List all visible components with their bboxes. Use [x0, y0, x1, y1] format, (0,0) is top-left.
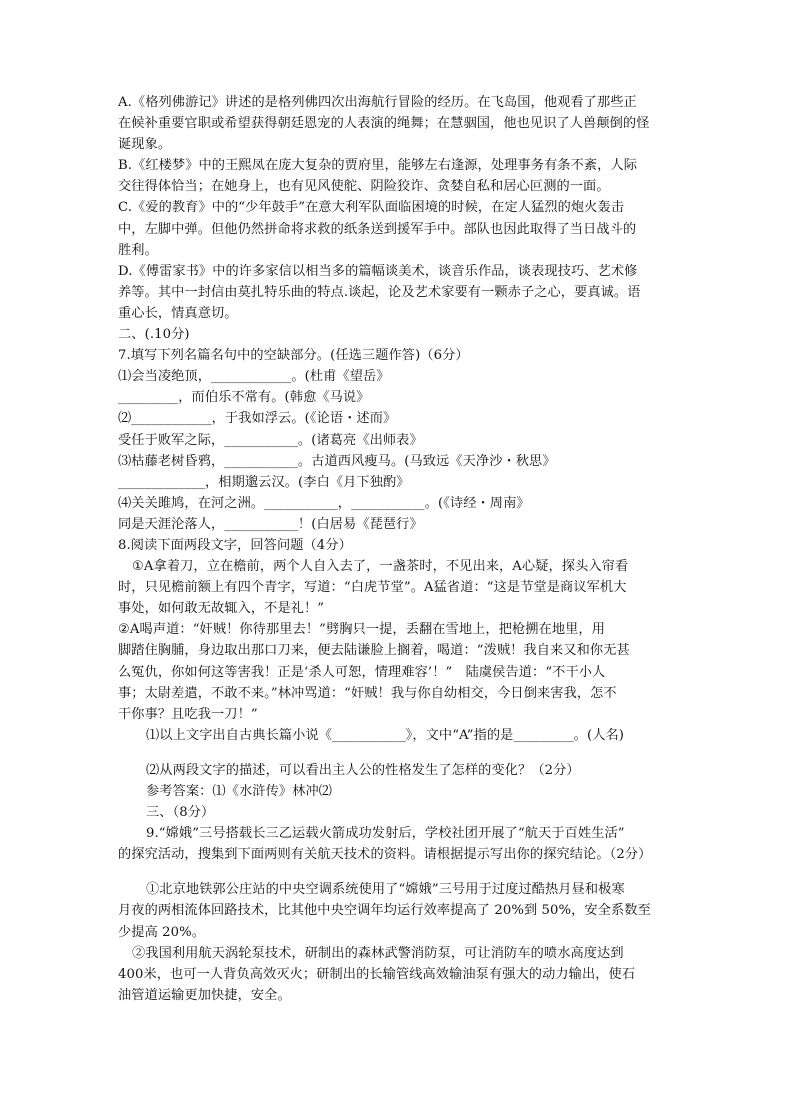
answer-line: 参考答案：⑴《水浒传》林冲⑵ [146, 784, 333, 799]
fill-blank-line: _________，而伯乐不常有。(韩愈《马说》 [118, 390, 370, 406]
document-page [118, 92, 688, 1006]
fill-blank-line: ⑴会当凌绝顶，____________。(杜甫《望岳》 [118, 369, 390, 385]
text-line: 交往得体恰当；在她身上，也有见风使舵、阴险狡诈、贪婪自私和居心叵测的一面。 [118, 179, 610, 195]
material-line: 400米，也可一人背负高效灭火；研制出的长输管线高效输油泵有强大的动力输出，使石 [118, 966, 636, 982]
text-line: B.《红楼梦》中的王熙凤在庞大复杂的贾府里，能够左右逢源，处理事务有条不紊，人际 [118, 158, 638, 174]
text-line: 养等。其中一封信由莫扎特乐曲的特点.谈起，论及艺术家要有一颗赤子之心，要真诚。语 [118, 284, 641, 300]
text-line: A.《格列佛游记》讲述的是格列佛四次出海航行冒险的经历。在飞岛国，他观看了那些正 [118, 95, 637, 110]
text-line: C.《爱的教育》中的“少年鼓手”在意大利军队面临困境的时候，在定人猛烈的炮火轰击 [118, 200, 625, 216]
fill-blank-line: 同是天涯沦落人，___________！(白居易《琵琶行》 [118, 516, 423, 532]
fill-blank-line: ⑵____________，于我如浮云。(《论语・述而》 [118, 411, 397, 427]
section-heading: 三、（8分） [146, 805, 215, 821]
material-line: 月夜的两相流体回路技术，比其他中央空调年均运行效率提高了 20%到 50%，安全系数至 [118, 903, 651, 919]
passage-line: ②A喝声道：“奸贼！你待那里去！”劈胸只一提，丢翻在雪地上，把枪搠在地里，用 [118, 622, 606, 638]
fill-blank-line: 受任于败军之际，___________。(诸葛亮《出师表》 [118, 432, 423, 448]
fill-blank-line: _____________，相期邈云汉。(李白《月下独酌》 [118, 474, 410, 490]
text-line: 诞现象。 [118, 137, 172, 153]
fill-blank-line: ⑷关关雎鸠，在河之洲。___________，___________。(《诗经・周南》 [118, 495, 530, 511]
question-9-title: 9.“嫦娥”三号搭载长三乙运载火箭成功发射后，学校社团开展了“航天于百姓生活” [146, 826, 625, 842]
question-9-title: 的探究活动，搜集到下面两则有关航天技术的资料。请根据提示写出你的探究结论。（2分） [118, 847, 652, 863]
passage-line: 事处，如何敢无故辄入，不是礼！” [118, 601, 325, 617]
passage-line: 么冤仇，你如何这等害我！正是‘杀人可恕，情理难容’！” 陆虞侯告道：“不干小人 [118, 664, 606, 680]
question-7-title: 7.填写下列名篇名句中的空缺部分。(任选三题作答)（6分） [118, 348, 469, 364]
text-line: 重心长，情真意切。 [118, 305, 238, 321]
text-line: D.《傅雷家书》中的许多家信以相当多的篇幅谈美术，谈音乐作品，谈表现技巧、艺术修 [118, 263, 638, 279]
material-line: ①北京地铁郭公庄站的中央空调系统使用了“嫦娥”三号用于过度过酷热月昼和极寒 [146, 882, 625, 898]
sub-question: ⑴以上文字出自古典长篇小说《___________》，文中“A”指的是_________。(人名) [146, 727, 625, 743]
material-line: 油管道运输更加快捷，安全。 [118, 987, 291, 1003]
passage-line: 脚踏住胸脯，身边取出那口刀来，便去陆谦脸上搁着，喝道：“泼贼！我自来又和你无甚 [118, 643, 630, 659]
passage-line: 干你事？且吃我一刀！” [118, 706, 258, 722]
passage-line: 时，只见檐前额上有四个青字，写道：“白虎节堂”。A猛省道：“这是节堂是商议军机大 [118, 580, 627, 596]
passage-line: 事；太尉差遣，不敢不来。”林冲骂道：“奸贼！我与你自幼相交，今日倒来害我，怎不 [118, 685, 617, 701]
text-line: 中，左脚中弹。但他仍然拼命将求救的纸条送到援军手中。部队也因此取得了当日战斗的 [118, 221, 637, 237]
text-line: 在候补重要官职或希望获得朝廷恩宠的人表演的绳舞；在慧骃国，他也见识了人兽颠倒的怪 [118, 116, 650, 132]
passage-line: ①A拿着刀，立在檐前，两个人自入去了，一盏茶时，不见出来，A心疑，探头入帘看 [132, 559, 629, 575]
question-8-title: 8.阅读下面两段文字，回答问题（4分） [118, 537, 352, 553]
section-heading: 二、(.10分) [118, 327, 190, 343]
material-line: ②我国利用航天涡轮泵技术，研制出的森林武警消防泵，可让消防车的喷水高度达到 [132, 945, 624, 961]
sub-question: ⑵从两段文字的描述，可以看出主人公的性格发生了怎样的变化？（2分） [146, 762, 580, 778]
text-line: 胜利。 [118, 242, 158, 258]
material-line: 少提高 20%。 [118, 924, 206, 940]
fill-blank-line: ⑶枯藤老树昏鸦，___________。古道西风瘦马。(马致远《天净沙・秋思》 [118, 453, 556, 469]
